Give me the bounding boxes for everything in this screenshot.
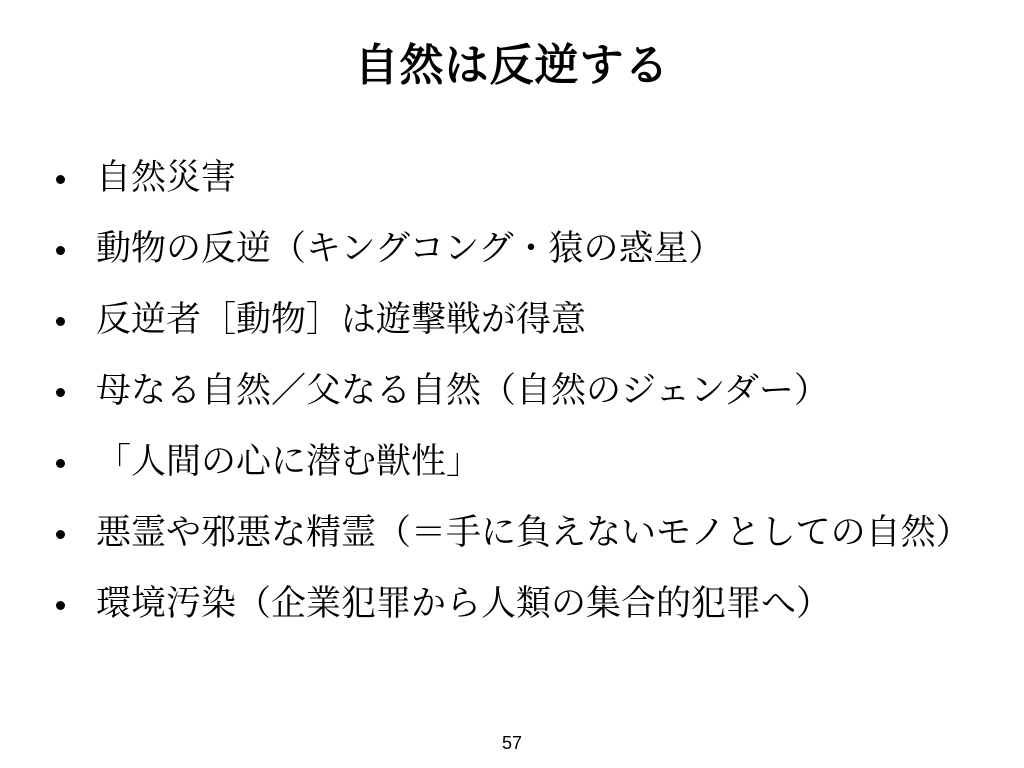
- bullet-item: [56, 156, 996, 200]
- bullet-text: 悪霊や邪悪な精霊（＝手に負えないモノとしての自然）: [96, 513, 971, 553]
- bullet-text: 自然災害: [96, 158, 237, 198]
- bullet-item: [56, 440, 996, 484]
- bullet-item: [56, 298, 996, 342]
- bullet-list: [56, 156, 996, 653]
- bullet-item: [56, 227, 996, 271]
- bullet-dot-icon: [56, 530, 65, 539]
- bullet-dot-icon: [56, 388, 65, 397]
- bullet-dot-icon: [56, 459, 65, 468]
- slide-title: 自然は反逆する: [354, 40, 670, 91]
- bullet-dot-icon: [56, 175, 65, 184]
- bullet-item: [56, 511, 996, 555]
- bullet-dot-icon: [56, 601, 65, 610]
- bullet-text: 母なる自然／父なる自然（自然のジェンダー）: [96, 371, 829, 411]
- bullet-text: 「人間の心に潜む獣性」: [96, 442, 482, 482]
- bullet-text: 動物の反逆（キングコング・猿の惑星）: [96, 229, 724, 269]
- bullet-text: 環境汚染（企業犯罪から人類の集合的犯罪へ）: [96, 584, 832, 624]
- bullet-item: [56, 582, 996, 626]
- bullet-dot-icon: [56, 246, 65, 255]
- bullet-item: [56, 369, 996, 413]
- bullet-text: 反逆者［動物］は遊撃戦が得意: [96, 300, 587, 340]
- bullet-dot-icon: [56, 317, 65, 326]
- page-number: 57: [501, 733, 523, 753]
